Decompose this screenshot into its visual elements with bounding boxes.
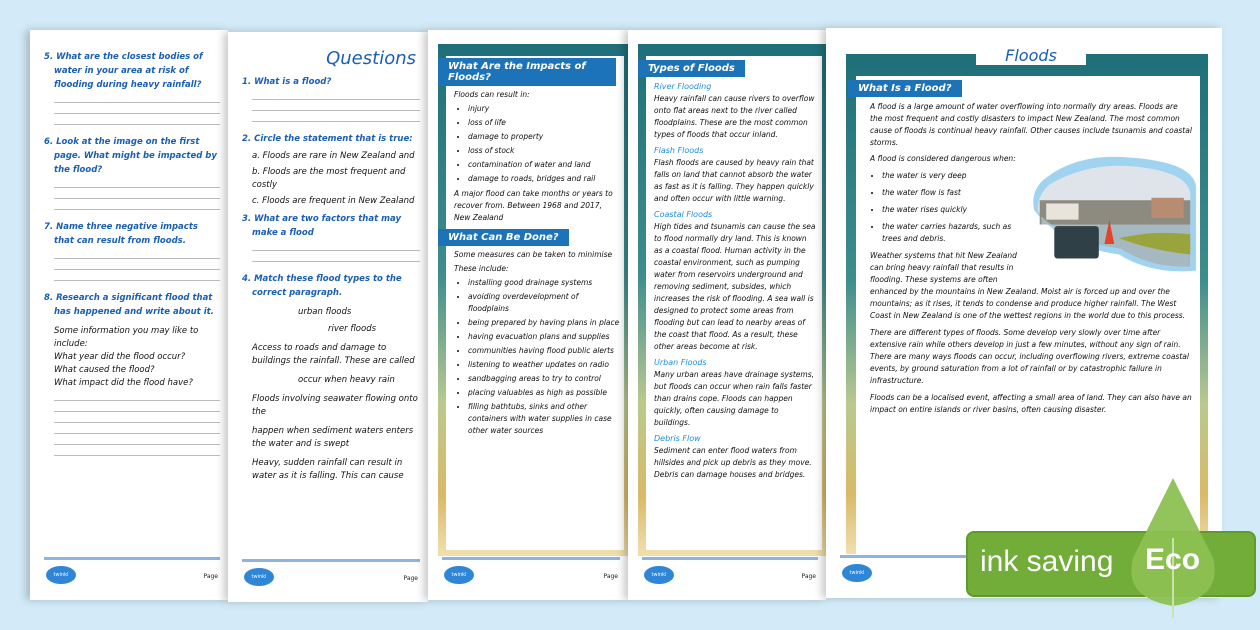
worksheet-page-types	[628, 30, 826, 600]
question: 8. Research a significant flood that has happened and write about it.	[44, 293, 214, 317]
eco-label: Eco	[1145, 543, 1201, 576]
answer-line[interactable]	[54, 124, 220, 125]
twinkl-logo: twinkl	[444, 566, 474, 584]
flood-type-text: Heavy rainfall can cause rivers to overflow onto flat areas next to the river called floodplains. These are the most common types of floods that occur inland.	[654, 94, 815, 139]
text: These include:	[454, 264, 509, 273]
text: A flood is a large amount of water overflowing into normally dry areas. Floods are the most frequent and costly disasters to impact New Zealand. The most common cause of floods is continual heavy rainfall. Other causes include tsunamis and coastal storms.	[870, 102, 1192, 147]
flood-type-text: Sediment can enter flood waters from hillsides and pick up debris as they move. Debris can damage houses and bridges.	[654, 446, 812, 479]
option[interactable]: b. Floods are the most frequent and costly	[252, 167, 406, 190]
section-heading: What Can Be Done?	[438, 229, 569, 246]
footer-rule	[442, 557, 620, 560]
measure-item: • placing valuables as high as possible	[468, 387, 620, 399]
impact-item: • loss of stock	[468, 145, 620, 157]
flood-type-heading: Coastal Floods	[654, 210, 713, 219]
danger-item: • the water is very deep	[882, 170, 1196, 182]
text: Some measures can be taken to minimise	[454, 250, 613, 259]
measure-item: • filling bathtubs, sinks and other containers with water supplies in case other water sources	[468, 401, 620, 437]
measure-item: • sandbagging areas to try to control	[468, 373, 620, 385]
match-item: river floods	[328, 324, 377, 334]
answer-line[interactable]	[54, 269, 220, 270]
text: A major flood can take months or years to recover from. Between 1968 and 2017, New Zealand	[454, 189, 613, 222]
page-title: Floods	[976, 46, 1086, 65]
measures-list	[446, 277, 624, 437]
match-item: urban floods	[298, 307, 352, 317]
answer-line[interactable]	[54, 102, 220, 103]
answer-line[interactable]	[54, 422, 220, 423]
text: Floods can result in:	[454, 90, 530, 99]
page-number: Page	[801, 573, 816, 580]
flood-type-text: Flash floods are caused by heavy rain that falls on land that cannot absorb the water as fast as it is falling. They happen quickly and often occur with little warning.	[654, 158, 814, 203]
flood-type-text: Many urban areas have drainage systems, but floods can occur when rain falls faster than drains cope. Floods can happen quickly, often causing damage to buildings.	[654, 370, 814, 427]
match-paragraph: Floods involving seawater flowing onto the	[252, 394, 418, 417]
match-paragraph: happen when sediment waters enters the water and is swept	[252, 426, 414, 449]
page-title: Questions	[326, 48, 416, 69]
impact-item: • loss of life	[468, 117, 620, 129]
answer-line[interactable]	[54, 455, 220, 456]
twinkl-logo: twinkl	[644, 566, 674, 584]
impact-item: • injury	[468, 103, 620, 115]
match-paragraph: Access to roads and damage to buildings the rainfall. These are called	[252, 343, 415, 366]
text: Weather systems that hit New Zealand can bring heavy rainfall that results in flooding. These systems are often enhanced by the mountains in New Zealand. Moist air is forced up and over the mountains; as it rises, it tends to condense and produce higher rainfall. The West Coast in New Zealand is one of the wettest regions in the world due to this process.	[870, 251, 1186, 320]
match-paragraph: occur when heavy rain	[298, 375, 395, 385]
text: Floods can be a localised event, affecting a small area of land. They can also have an impact on entire islands or river basins, often causing disaster.	[870, 393, 1192, 414]
measure-item: • avoiding overdevelopment of floodplains	[468, 291, 620, 315]
twinkl-logo: twinkl	[842, 564, 872, 582]
twinkl-logo: twinkl	[244, 568, 274, 586]
prompt: What year did the flood occur?	[54, 352, 186, 362]
page-number: Page	[403, 575, 418, 582]
answer-line[interactable]	[54, 280, 220, 281]
page-number: Page	[603, 573, 618, 580]
question: 5. What are the closest bodies of water in your area at risk of flooding during heavy rainfall?	[44, 52, 203, 90]
flood-type-text: High tides and tsunamis can cause the sea to flood normally dry land. This is known as a coastal flood. Human activity in the coastal environment, such as pumping water from reservoirs underground and removing sediment, subsides, which increases the risk of flooding. A sea wall is designed to protect some areas from flooding but can lead to nearby areas of the coast that flood. As a result, these other areas become at risk.	[654, 222, 816, 351]
section-heading: Types of Floods	[638, 60, 745, 77]
question: 3. What are two factors that may make a flood	[242, 214, 401, 238]
answer-line[interactable]	[54, 187, 220, 188]
measure-item: • installing good drainage systems	[468, 277, 620, 289]
page-number: Page	[203, 573, 218, 580]
flood-type-heading: Urban Floods	[654, 358, 707, 367]
text: There are different types of floods. Some develop very slowly over time after extensive rain while others develop in just a few minutes, without any sign of rain. There are many ways floods can occur, including overflowing rivers, extreme coastal events, by ground saturation from a lot of rainfall or by catastrophic failure in infrastructure.	[870, 328, 1189, 385]
worksheet-page-questions-2	[30, 30, 228, 600]
twinkl-logo: twinkl	[46, 566, 76, 584]
question: 2. Circle the statement that is true:	[242, 134, 413, 144]
worksheet-page-questions-1	[228, 32, 428, 602]
answer-line[interactable]	[54, 400, 220, 401]
footer-rule	[242, 559, 420, 562]
answer-line[interactable]	[54, 433, 220, 434]
badge-label: ink saving	[980, 545, 1114, 578]
answer-line[interactable]	[54, 113, 220, 114]
question: 6. Look at the image on the first page. What might be impacted by the flood?	[44, 137, 217, 175]
flood-type-heading: Flash Floods	[654, 146, 704, 155]
option[interactable]: c. Floods are frequent in New Zealand	[252, 196, 415, 206]
answer-line[interactable]	[54, 198, 220, 199]
option[interactable]: a. Floods are rare in New Zealand and	[252, 151, 415, 161]
measure-item: • listening to weather updates on radio	[468, 359, 620, 371]
flood-type-heading: River Flooding	[654, 82, 712, 91]
flood-photo	[1030, 153, 1200, 275]
impact-item: • damage to property	[468, 131, 620, 143]
match-paragraph: Heavy, sudden rainfall can result in water as it is falling. This can cause	[252, 458, 404, 481]
worksheet-page-impacts	[428, 30, 628, 600]
danger-item: • the water rises quickly	[882, 204, 1196, 216]
answer-line[interactable]	[54, 444, 220, 445]
info-prompts	[54, 325, 220, 390]
prompt: Some information you may like to include:	[54, 326, 199, 349]
prompt: What caused the flood?	[54, 365, 155, 375]
question: 7. Name three negative impacts that can result from floods.	[44, 222, 198, 246]
impacts-list	[446, 103, 624, 185]
question: 4. Match these flood types to the correct paragraph.	[242, 274, 402, 298]
danger-item: • the water carries hazards, such as trees and debris.	[882, 221, 1196, 245]
danger-item: • the water flow is fast	[882, 187, 1196, 199]
measure-item: • being prepared by having plans in place	[468, 317, 620, 329]
footer-rule	[44, 557, 220, 560]
footer-rule	[642, 557, 818, 560]
flood-type-heading: Debris Flow	[654, 434, 701, 443]
section-heading: What Is a Flood?	[848, 80, 962, 97]
answer-line[interactable]	[54, 209, 220, 210]
question: 1. What is a flood?	[242, 77, 332, 87]
answer-line[interactable]	[54, 258, 220, 259]
prompt: What impact did the flood have?	[54, 378, 193, 388]
answer-line[interactable]	[54, 411, 220, 412]
impact-item: • damage to roads, bridges and rail	[468, 173, 620, 185]
section-heading: What Are the Impacts of Floods?	[438, 58, 616, 86]
impact-item: • contamination of water and land	[468, 159, 620, 171]
measure-item: • having evacuation plans and supplies	[468, 331, 620, 343]
measure-item: • communities having flood public alerts	[468, 345, 620, 357]
text: A flood is considered dangerous when:	[870, 154, 1016, 163]
